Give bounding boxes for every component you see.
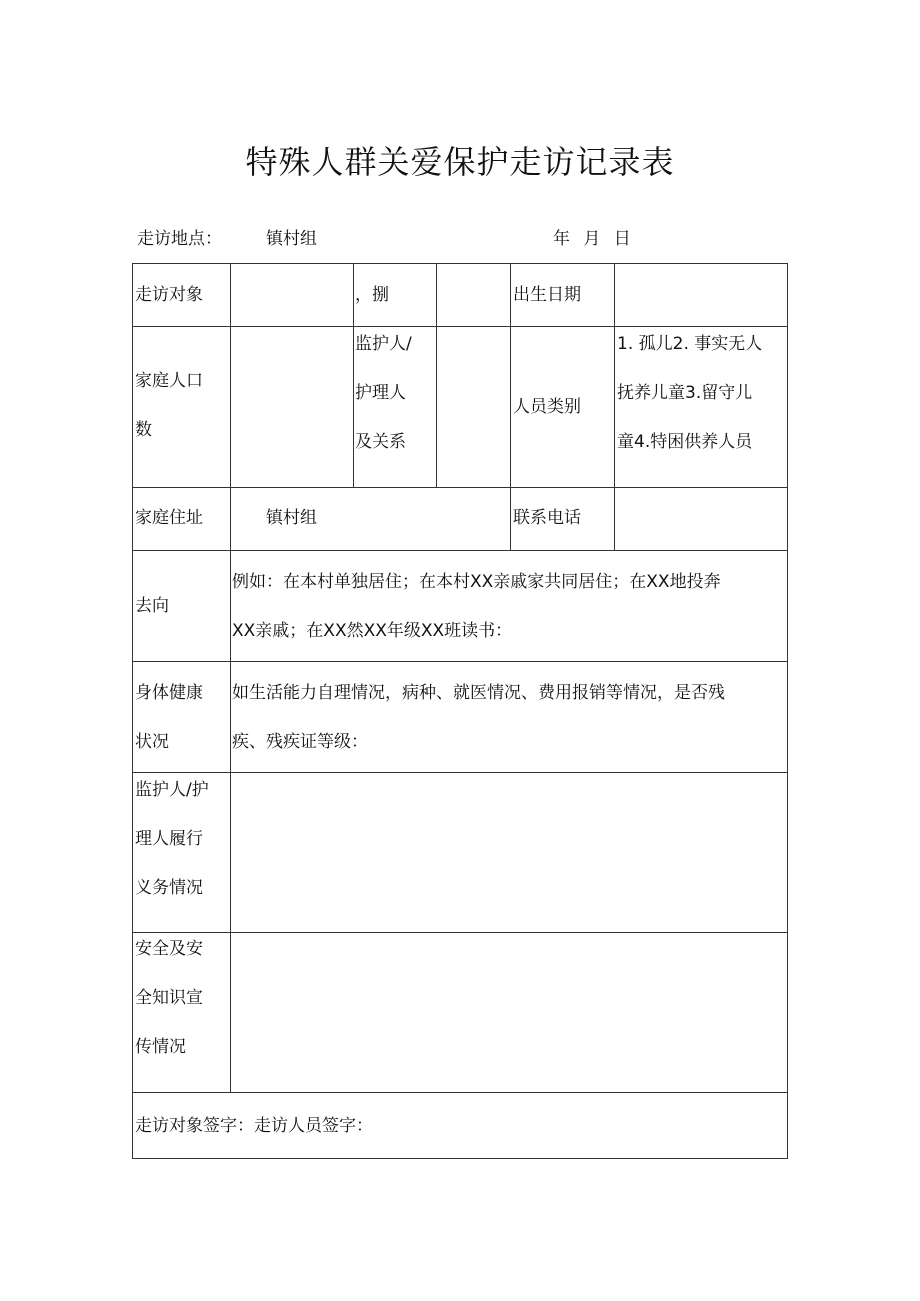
subject-label: 走访对象 bbox=[135, 285, 203, 305]
household-count-field[interactable] bbox=[230, 326, 353, 487]
table-border-right bbox=[787, 263, 788, 1159]
health-label bbox=[135, 669, 203, 767]
duty-field[interactable] bbox=[230, 772, 787, 932]
whereabouts-label: 去向 bbox=[135, 596, 169, 616]
guardian-field[interactable] bbox=[436, 326, 510, 487]
safety-label-line: 安全及安 bbox=[135, 939, 203, 959]
household-label-line: 数 bbox=[135, 420, 152, 440]
category-label: 人员类别 bbox=[513, 397, 581, 417]
subject-name-field[interactable] bbox=[230, 263, 353, 326]
safety-label-line: 传情况 bbox=[135, 1037, 186, 1057]
table-border-left bbox=[132, 263, 133, 1159]
birth-date-field[interactable] bbox=[614, 263, 787, 326]
health-hint bbox=[232, 669, 725, 767]
health-label-line: 身体健康 bbox=[135, 683, 203, 703]
guardian-label-line: 护理人 bbox=[355, 383, 406, 403]
health-hint-line: 疾、残疾证等级： bbox=[232, 732, 368, 752]
whereabouts-hint bbox=[232, 558, 721, 656]
phone-field[interactable] bbox=[614, 487, 787, 550]
safety-label bbox=[135, 925, 203, 1072]
category-option-line: 抚养儿童3.留守儿 bbox=[617, 383, 753, 403]
birth-label: 出生日期 bbox=[513, 285, 581, 305]
date-label: 年 月 日 bbox=[553, 229, 635, 249]
phone-label: 联系电话 bbox=[513, 508, 581, 528]
guardian-label-line: 及关系 bbox=[355, 432, 406, 452]
safety-field[interactable] bbox=[230, 932, 787, 1092]
health-label-line: 状况 bbox=[135, 732, 169, 752]
address-value: 镇村组 bbox=[266, 508, 317, 528]
duty-label-line: 理人履行 bbox=[135, 829, 203, 849]
duty-label-line: 义务情况 bbox=[135, 878, 203, 898]
household-label bbox=[135, 357, 203, 455]
address-label: 家庭住址 bbox=[135, 508, 203, 528]
location-value: 镇村组 bbox=[266, 229, 317, 249]
location-label: 走访地点： bbox=[137, 229, 222, 249]
column-divider bbox=[510, 263, 511, 551]
category-option-line: 1. 孤儿2. 事实无人 bbox=[617, 334, 763, 354]
duty-label bbox=[135, 766, 209, 913]
subject-gender-field[interactable] bbox=[436, 263, 510, 326]
subject-mark: ，捌 bbox=[355, 285, 389, 305]
table-border-bottom bbox=[132, 1158, 788, 1159]
guardian-label-line: 监护人/ bbox=[355, 334, 412, 354]
page-title: 特殊人群关爱保护走访记录表 bbox=[245, 143, 675, 181]
health-hint-line: 如生活能力自理情况，病种、就医情况、费用报销等情况，是否残 bbox=[232, 683, 725, 703]
duty-label-line: 监护人/护 bbox=[135, 780, 209, 800]
safety-label-line: 全知识宣 bbox=[135, 988, 203, 1008]
category-option-line: 童4.特困供养人员 bbox=[617, 432, 753, 452]
signature-line: 走访对象签字：走访人员签字： bbox=[135, 1116, 373, 1136]
category-options bbox=[617, 320, 762, 467]
whereabouts-hint-line: 例如：在本村单独居住；在本村XX亲戚家共同居住；在XX地投奔 bbox=[232, 572, 721, 592]
column-divider bbox=[353, 263, 354, 488]
guardian-label bbox=[355, 320, 412, 467]
household-label-line: 家庭人口 bbox=[135, 371, 203, 391]
whereabouts-hint-line: XX亲戚；在XX然XX年级XX班读书： bbox=[232, 621, 513, 641]
